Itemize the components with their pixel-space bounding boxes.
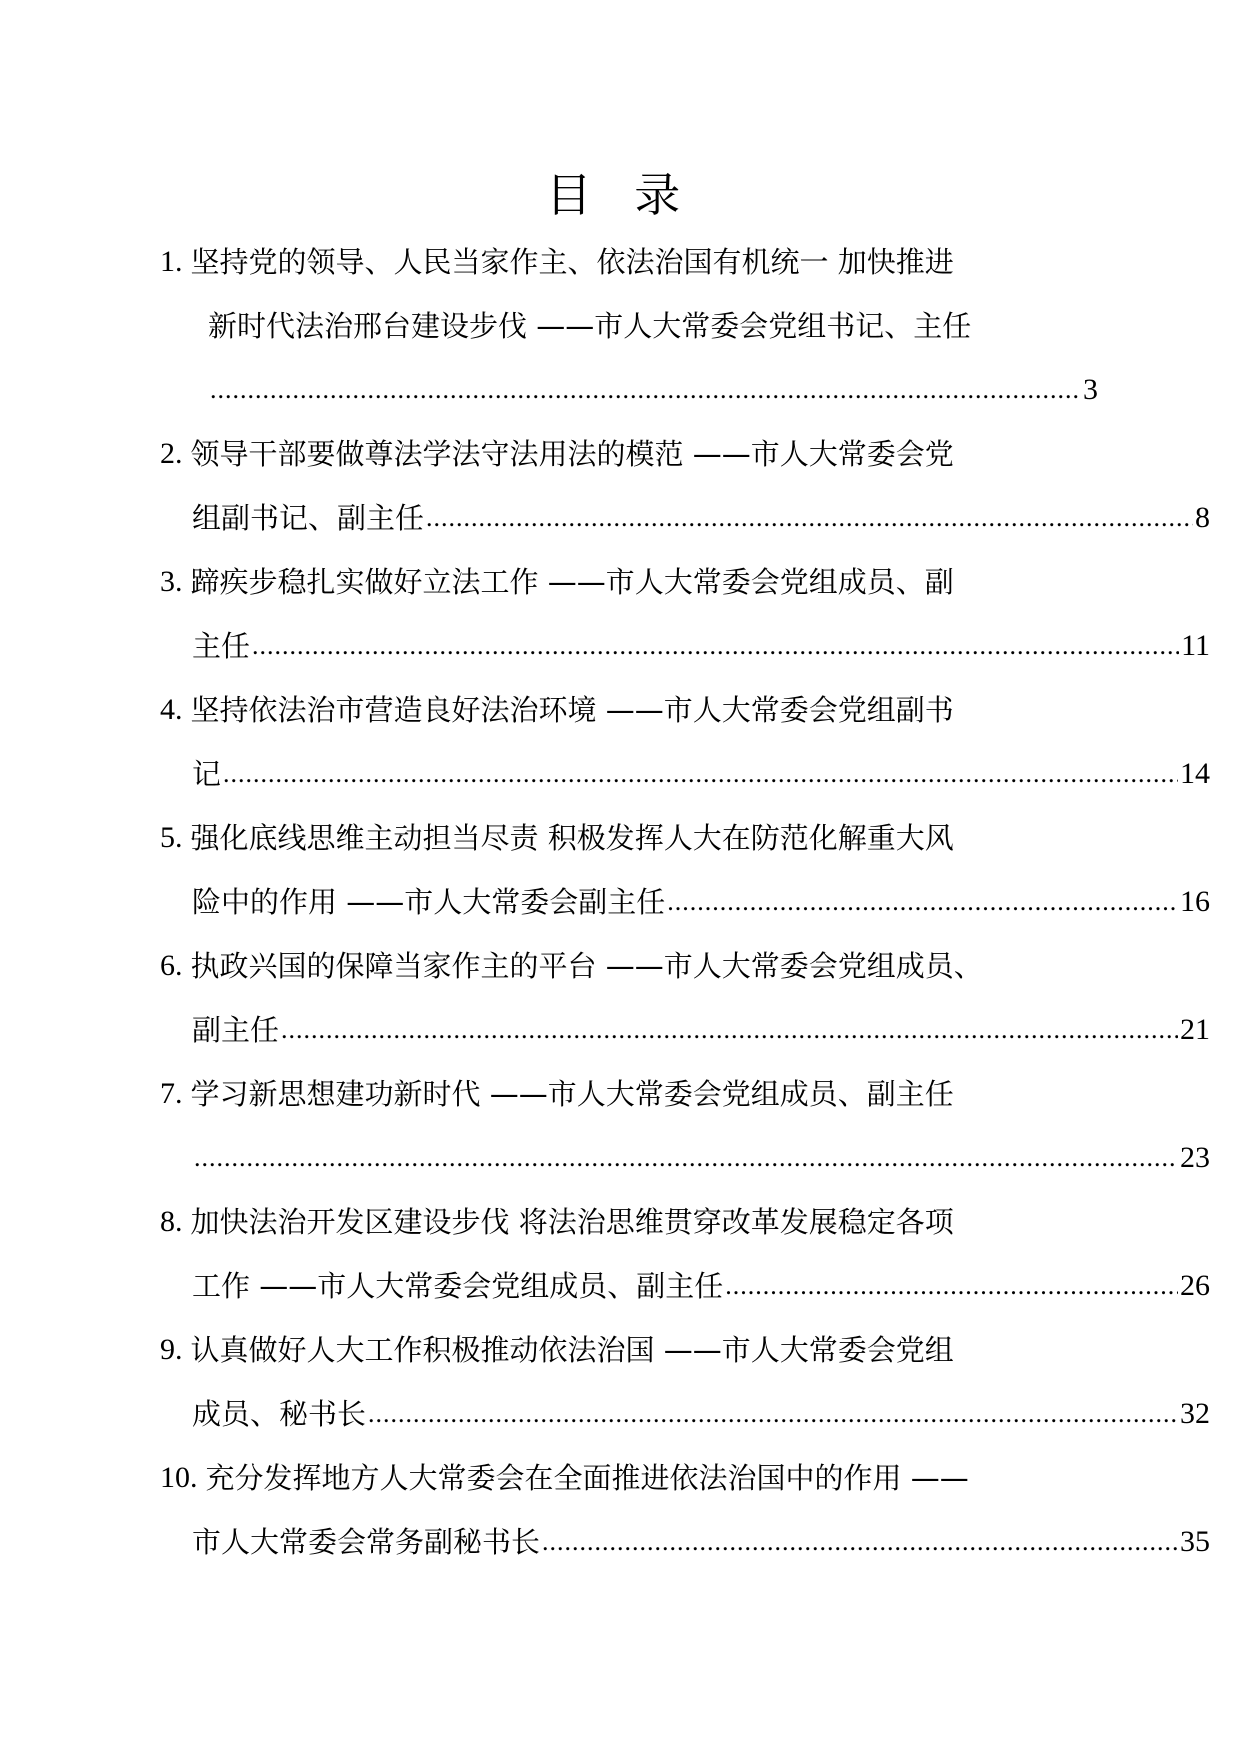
toc-entry-4-line-1[interactable] (160, 690, 1110, 730)
toc-entry-3-line-1[interactable] (160, 562, 1110, 602)
toc-entry-4-line-2[interactable] (192, 754, 1210, 794)
toc-leader-dots (667, 882, 1178, 922)
toc-entry-number: 5. (160, 821, 183, 854)
toc-entry-2-line-2[interactable] (192, 498, 1210, 538)
toc-entry-8-line-1[interactable] (160, 1202, 1110, 1242)
toc-entry-title: 坚持依法治市营造良好法治环境 ——市人大常委会党组副书 (190, 693, 954, 727)
toc-entry-10-line-2[interactable] (192, 1522, 1210, 1562)
toc-entry-title: 强化底线思维主动担当尽责 积极发挥人大在防范化解重大风 (190, 821, 954, 855)
toc-entry-title-cont: 工作 ——市人大常委会党组成员、副主任 (192, 1269, 724, 1303)
toc-entry-number: 7. (160, 1077, 183, 1110)
toc-page-number: 14 (1180, 757, 1210, 790)
toc-entry-9-line-1[interactable] (160, 1330, 1110, 1370)
toc-entry-8-line-2[interactable] (192, 1266, 1210, 1306)
toc-leader-dots (426, 498, 1193, 538)
toc-entry-1-line-1[interactable] (160, 242, 1110, 282)
toc-entry-number: 8. (160, 1205, 183, 1238)
toc-page-number: 23 (1180, 1141, 1210, 1174)
toc-entry-3-line-2[interactable] (192, 626, 1210, 666)
toc-entry-7-line-1[interactable] (160, 1074, 1110, 1114)
toc-entry-number: 6. (160, 949, 183, 982)
toc-entry-title-cont: 主任 (192, 629, 251, 663)
toc-entry-6-line-1[interactable] (160, 946, 1140, 986)
toc-entry-title-cont: 组副书记、副主任 (192, 501, 425, 535)
toc-entry-number: 3. (160, 565, 183, 598)
toc-entry-number: 4. (160, 693, 183, 726)
toc-entry-1-line-3[interactable] (208, 370, 1098, 410)
toc-entry-7-line-2[interactable] (192, 1138, 1210, 1178)
toc-entry-title: 学习新思想建功新时代 ——市人大常委会党组成员、副主任 (190, 1077, 954, 1111)
toc-entry-title: 加快法治开发区建设步伐 将法治思维贯穿改革发展稳定各项 (190, 1205, 954, 1239)
toc-page-number: 3 (1083, 373, 1098, 406)
toc-entry-title: 坚持党的领导、人民当家作主、依法治国有机统一 加快推进 (190, 245, 954, 279)
toc-page-number: 32 (1180, 1397, 1210, 1430)
toc-entry-title: 领导干部要做尊法学法守法用法的模范 ——市人大常委会党 (190, 437, 954, 471)
toc-leader-dots (223, 754, 1178, 794)
toc-page-number: 11 (1181, 629, 1210, 662)
toc-page-number: 26 (1180, 1269, 1210, 1302)
toc-leader-dots (194, 1138, 1178, 1178)
toc-page-number: 16 (1180, 885, 1210, 918)
toc-leader-dots (252, 626, 1179, 666)
toc-entry-number: 1. (160, 245, 183, 278)
toc-page-number: 21 (1180, 1013, 1210, 1046)
toc-entry-title: 充分发挥地方人大常委会在全面推进依法治国中的作用 —— (205, 1461, 969, 1495)
toc-entry-2-line-1[interactable] (160, 434, 1110, 474)
toc-entry-number: 10. (160, 1461, 198, 1494)
toc-entry-title-cont: 成员、秘书长 (192, 1397, 367, 1431)
toc-page-number: 8 (1195, 501, 1210, 534)
toc-entry-title: 认真做好人大工作积极推动依法治国 ——市人大常委会党组 (190, 1333, 954, 1367)
toc-entry-5-line-2[interactable] (192, 882, 1210, 922)
toc-entry-title-cont: 记 (192, 757, 222, 791)
toc-entry-title-cont: 险中的作用 ——市人大常委会副主任 (192, 885, 666, 919)
toc-entry-6-line-2[interactable] (192, 1010, 1210, 1050)
toc-entry-number: 9. (160, 1333, 183, 1366)
toc-leader-dots (210, 370, 1081, 410)
toc-entry-number: 2. (160, 437, 183, 470)
toc-entry-9-line-2[interactable] (192, 1394, 1210, 1434)
toc-entry-title-cont: 副主任 (192, 1013, 280, 1047)
toc-entry-title: 蹄疾步稳扎实做好立法工作 ——市人大常委会党组成员、副 (190, 565, 954, 599)
toc-entry-5-line-1[interactable] (160, 818, 1110, 858)
toc-entry-1-line-2[interactable] (208, 306, 1108, 346)
toc-leader-dots (281, 1010, 1178, 1050)
toc-leader-dots (725, 1266, 1178, 1306)
toc-leader-dots (542, 1522, 1178, 1562)
toc-page-number: 35 (1180, 1525, 1210, 1558)
toc-entry-title-cont: 新时代法治邢台建设步伐 ——市人大常委会党组书记、主任 (208, 309, 972, 343)
toc-leader-dots (368, 1394, 1178, 1434)
toc-entry-10-line-1[interactable] (160, 1458, 1110, 1498)
toc-entry-title-cont: 市人大常委会常务副秘书长 (192, 1525, 541, 1559)
page-title: 目 录 (545, 168, 695, 222)
toc-entry-title: 执政兴国的保障当家作主的平台 ——市人大常委会党组成员、 (190, 949, 983, 983)
